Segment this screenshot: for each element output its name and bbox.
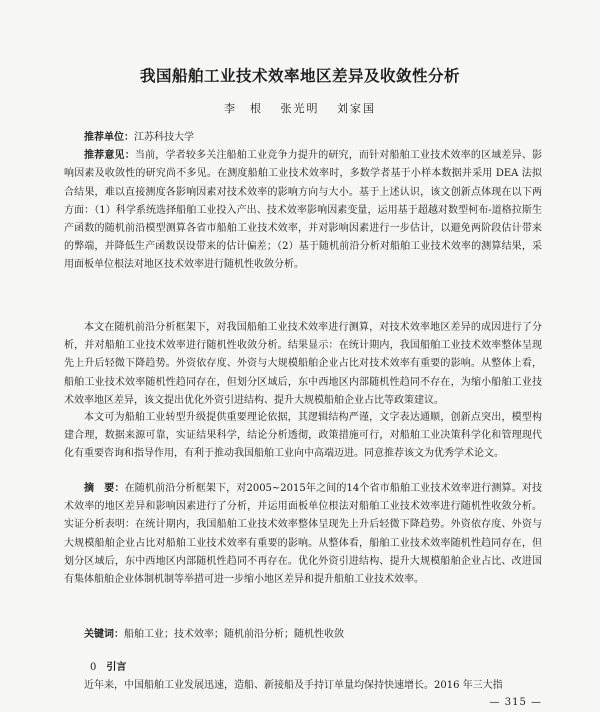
abstract-label: 摘 要：	[84, 483, 125, 494]
body-paragraph-3	[64, 409, 542, 464]
recommendation-paragraph	[64, 147, 542, 274]
author-name: 李 根	[224, 102, 263, 115]
keywords-label: 关键词：	[84, 629, 124, 640]
recommendation-block	[64, 129, 542, 275]
paragraph-text: 本文可为船舶工业转型升级提供重要理论依据，其逻辑结构严谨，文字表达通顺，创新点突出，模型构建合理，数据来源可靠，实证结果科学，结论分析透彻，政策措施可行，对船舶工业决策科学化和管理现代化有重要咨询和指导作用，有利于推动我国船舶工业向中高端迈进。同意推荐该文为优秀学术论文。	[64, 412, 542, 460]
author-name: 刘家国	[337, 102, 376, 115]
keywords-line	[64, 626, 542, 644]
recommendation-text: 当前，学者较多关注船舶工业竞争力提升的研究，而针对船舶工业技术效率的区域差异、影响因素及收敛性的研究尚不多见。在测度船舶工业技术效率时，多数学者基于小样本数据并采用 DEA 法拟合结果，难以直接测度各影响因素对技术效率的影响方向与大小。基于上述认识，该文创新点体现在以下两方面：（1）科学系统选择船舶工业投入产出、技术效率影响因素变量，运用基于超越对数型柯布-道格拉斯生产函数的随机前沿模型测算各省市船舶工业技术效率，并对影响因素进行一步估计，以避免两阶段估计带来的弊端，并降低生产函数误设带来的估计偏差；（2）基于随机前沿分析对船舶工业技术效率的测算结果，采用面板单位根法对地区技术效率进行随机性收敛分析。	[64, 150, 543, 271]
page-number: — 315 —	[489, 697, 542, 708]
section-title: 引言	[106, 662, 127, 673]
author-name: 张光明	[280, 102, 320, 115]
abstract-paragraph	[64, 480, 542, 589]
recommendation-label: 推荐意见：	[84, 150, 135, 162]
abstract-block	[64, 480, 542, 589]
section-heading	[64, 659, 542, 677]
paragraph-text: 本文在随机前沿分析框架下，对我国船舶工业技术效率进行测算，对技术效率地区差异的成因进行了分析，并对船舶工业技术效率进行随机性收敛分析。结果显示：在统计期内，我国船舶工业技术效率整体呈现先上升后轻微下降趋势。外资依存度、外资与大规模船舶企业占比对技术效率有重要的影响。从整体上看，船舶工业技术效率随机性趋同存在，但划分区域后，东中西地区内部随机性趋同不存在，为缩小船舶工业技术效率地区差异，该文提出优化外资引进结构、提升大规模船舶企业占比等政策建议。	[64, 322, 542, 406]
keywords-text: 船舶工业；技术效率；随机前沿分析；随机性收敛	[124, 629, 344, 640]
keywords-block	[64, 626, 542, 644]
introduction-block	[64, 659, 542, 695]
paper-title: 我国船舶工业技术效率地区差异及收敛性分析	[139, 67, 460, 85]
section-number: 0	[90, 662, 97, 673]
body-paragraph-2	[64, 319, 542, 410]
recommender-line	[64, 129, 542, 147]
recommender-label: 推荐单位：	[84, 132, 134, 143]
recommender-text: 江苏科技大学	[134, 132, 194, 143]
abstract-text: 在随机前沿分析框架下，对2005~2015年之间的14个省市船舶工业技术效率进行测算。对技术效率的地区差异和影响因素进行了分析，并运用面板单位根法对船舶工业技术效率进行随机性收敛分析。实证分析表明：在统计期内，我国船舶工业技术效率整体呈现先上升后轻微下降趋势。外资依存度、外资与大规模船舶企业占比对船舶工业技术效率有重要的影响。从整体看，船舶工业技术效率随机性趋同存在，但划分区域后，东中西地区内部随机性趋同不再存在。优化外资引进结构、提升大规模船舶企业占比、改进国有集体船舶企业体制机制等举措可进一步缩小地区差异和提升船舶工业技术效率。	[64, 483, 542, 586]
author-list	[0, 100, 600, 116]
intro-paragraph: 近年来，中国船舶工业发展迅速，造船、新接船及手持订单量均保持快速增长。2016 年三大指	[84, 680, 503, 692]
